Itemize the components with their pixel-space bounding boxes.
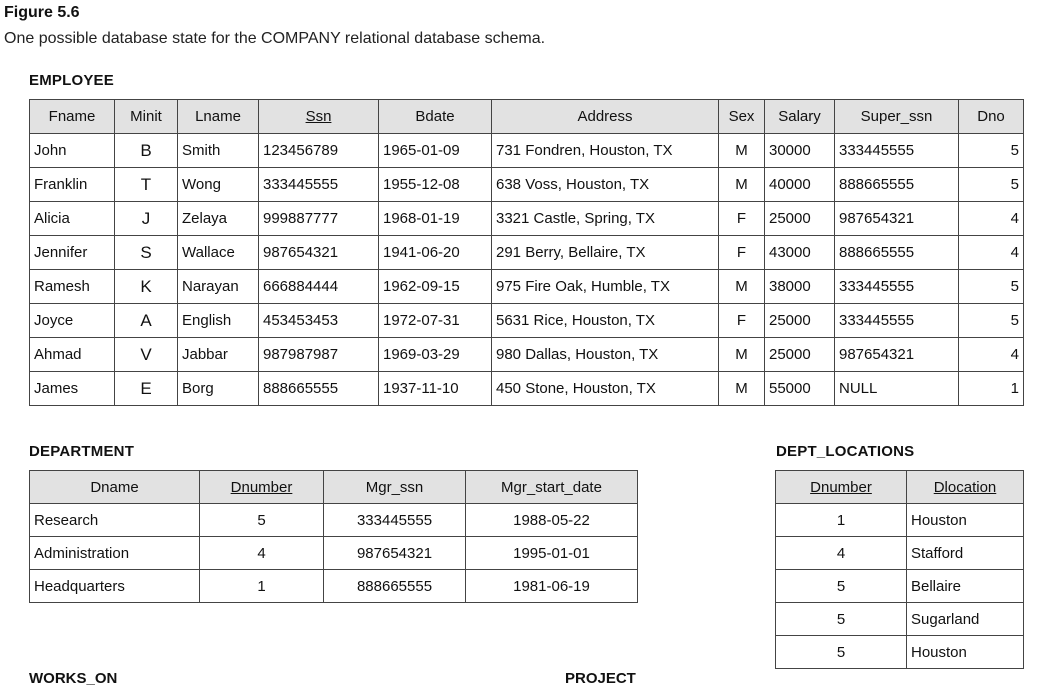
cell-dname: Research xyxy=(30,504,200,537)
cell-fname: Jennifer xyxy=(30,236,115,270)
cell-minit: J xyxy=(115,202,178,236)
column-header-label: Dlocation xyxy=(933,478,997,496)
cell-fname: Ramesh xyxy=(30,270,115,304)
table-row xyxy=(30,270,1024,304)
cell-lname: Jabbar xyxy=(178,338,259,372)
cell-dnumber: 5 xyxy=(776,603,907,636)
cell-bdate: 1969-03-29 xyxy=(379,338,492,372)
cell-salary: 43000 xyxy=(765,236,835,270)
table-row xyxy=(30,202,1024,236)
cell-bdate: 1955-12-08 xyxy=(379,168,492,202)
department-table xyxy=(29,470,638,603)
column-header-dno xyxy=(959,100,1024,134)
dept-locations-table-title: DEPT_LOCATIONS xyxy=(776,443,915,460)
cell-lname: Narayan xyxy=(178,270,259,304)
cell-sex: F xyxy=(719,202,765,236)
cell-salary: 55000 xyxy=(765,372,835,406)
department-header-row xyxy=(30,471,638,504)
cell-salary: 30000 xyxy=(765,134,835,168)
cell-dnumber: 4 xyxy=(776,537,907,570)
column-header-label: Mgr_ssn xyxy=(365,478,424,496)
cell-lname: Borg xyxy=(178,372,259,406)
cell-minit: V xyxy=(115,338,178,372)
column-header-address xyxy=(492,100,719,134)
cell-sex: M xyxy=(719,372,765,406)
cell-minit: K xyxy=(115,270,178,304)
cell-minit: A xyxy=(115,304,178,338)
cell-ssn: 888665555 xyxy=(259,372,379,406)
cell-fname: Franklin xyxy=(30,168,115,202)
cell-ssn: 333445555 xyxy=(259,168,379,202)
cell-dno: 4 xyxy=(959,236,1024,270)
cell-lname: Zelaya xyxy=(178,202,259,236)
cell-fname: Joyce xyxy=(30,304,115,338)
cell-mgr-ssn: 987654321 xyxy=(324,537,466,570)
cell-super-ssn: 333445555 xyxy=(835,304,959,338)
column-header-label: Address xyxy=(577,108,633,125)
column-header-ssn xyxy=(259,100,379,134)
employee-table xyxy=(29,99,1024,406)
column-header-dlocation xyxy=(907,471,1024,504)
cell-dno: 5 xyxy=(959,168,1024,202)
cell-mgr-ssn: 888665555 xyxy=(324,570,466,603)
cell-dname: Headquarters xyxy=(30,570,200,603)
cell-dnumber: 1 xyxy=(200,570,324,603)
cell-dnumber: 4 xyxy=(200,537,324,570)
cell-ssn: 123456789 xyxy=(259,134,379,168)
cell-ssn: 987987987 xyxy=(259,338,379,372)
cell-sex: M xyxy=(719,270,765,304)
cell-dno: 5 xyxy=(959,270,1024,304)
cell-salary: 38000 xyxy=(765,270,835,304)
table-row xyxy=(776,603,1024,636)
works-on-title: WORKS_ON xyxy=(29,670,118,687)
column-header-label: Dname xyxy=(90,478,139,496)
column-header-fname xyxy=(30,100,115,134)
table-row xyxy=(30,168,1024,202)
dept-locations-rows xyxy=(776,504,1024,669)
cell-ssn: 453453453 xyxy=(259,304,379,338)
cell-mgr-ssn: 333445555 xyxy=(324,504,466,537)
cell-super-ssn: 987654321 xyxy=(835,338,959,372)
column-header-mgr-start-date xyxy=(466,471,638,504)
cell-lname: Wallace xyxy=(178,236,259,270)
column-header-bdate xyxy=(379,100,492,134)
column-header-label: Salary xyxy=(778,108,821,125)
cell-bdate: 1968-01-19 xyxy=(379,202,492,236)
cell-dno: 4 xyxy=(959,202,1024,236)
cell-ssn: 987654321 xyxy=(259,236,379,270)
cell-lname: English xyxy=(178,304,259,338)
column-header-dname xyxy=(30,471,200,504)
table-row xyxy=(776,570,1024,603)
cell-dlocation: Stafford xyxy=(907,537,1024,570)
cell-bdate: 1962-09-15 xyxy=(379,270,492,304)
cell-dnumber: 5 xyxy=(200,504,324,537)
cell-ssn: 666884444 xyxy=(259,270,379,304)
column-header-label: Dnumber xyxy=(230,478,293,496)
cell-bdate: 1937-11-10 xyxy=(379,372,492,406)
table-row xyxy=(30,236,1024,270)
column-header-lname xyxy=(178,100,259,134)
cell-fname: Alicia xyxy=(30,202,115,236)
column-header-super-ssn xyxy=(835,100,959,134)
cell-dlocation: Houston xyxy=(907,636,1024,669)
cell-address: 450 Stone, Houston, TX xyxy=(492,372,719,406)
column-header-label: Fname xyxy=(48,108,96,125)
employee-rows xyxy=(30,134,1024,406)
cell-super-ssn: 333445555 xyxy=(835,270,959,304)
column-header-label: Super_ssn xyxy=(860,108,933,125)
dept-locations-header-row xyxy=(776,471,1024,504)
cell-sex: M xyxy=(719,168,765,202)
cell-fname: Ahmad xyxy=(30,338,115,372)
table-row xyxy=(30,537,638,570)
cell-sex: M xyxy=(719,134,765,168)
cell-super-ssn: 888665555 xyxy=(835,168,959,202)
column-header-minit xyxy=(115,100,178,134)
table-row xyxy=(776,537,1024,570)
cell-super-ssn: NULL xyxy=(835,372,959,406)
cell-dnumber: 5 xyxy=(776,636,907,669)
column-header-label: Minit xyxy=(130,108,162,125)
cell-address: 5631 Rice, Houston, TX xyxy=(492,304,719,338)
dept-locations-table xyxy=(775,470,1024,669)
cell-address: 3321 Castle, Spring, TX xyxy=(492,202,719,236)
column-header-label: Bdate xyxy=(415,108,455,125)
cell-super-ssn: 987654321 xyxy=(835,202,959,236)
cell-bdate: 1972-07-31 xyxy=(379,304,492,338)
cell-dlocation: Bellaire xyxy=(907,570,1024,603)
cell-super-ssn: 333445555 xyxy=(835,134,959,168)
column-header-label: Sex xyxy=(728,108,755,125)
cell-address: 975 Fire Oak, Humble, TX xyxy=(492,270,719,304)
cell-address: 980 Dallas, Houston, TX xyxy=(492,338,719,372)
employee-table-title: EMPLOYEE xyxy=(29,72,114,89)
department-table-title: DEPARTMENT xyxy=(29,443,135,460)
cell-lname: Wong xyxy=(178,168,259,202)
column-header-dnumber xyxy=(776,471,907,504)
column-header-salary xyxy=(765,100,835,134)
table-row xyxy=(776,504,1024,537)
cell-ssn: 999887777 xyxy=(259,202,379,236)
cell-salary: 25000 xyxy=(765,304,835,338)
table-row xyxy=(30,304,1024,338)
cell-super-ssn: 888665555 xyxy=(835,236,959,270)
cell-sex: M xyxy=(719,338,765,372)
figure-caption: One possible database state for the COMPANY relational database schema. xyxy=(4,30,546,47)
column-header-label: Dnumber xyxy=(810,478,872,496)
cell-dlocation: Sugarland xyxy=(907,603,1024,636)
project-title: PROJECT xyxy=(565,670,636,687)
cell-mgr-start-date: 1988-05-22 xyxy=(466,504,638,537)
table-row xyxy=(30,134,1024,168)
cell-dno: 5 xyxy=(959,304,1024,338)
column-header-sex xyxy=(719,100,765,134)
column-header-label: Ssn xyxy=(305,108,332,125)
cell-bdate: 1941-06-20 xyxy=(379,236,492,270)
cell-minit: E xyxy=(115,372,178,406)
cell-sex: F xyxy=(719,304,765,338)
table-row xyxy=(30,372,1024,406)
cell-sex: F xyxy=(719,236,765,270)
cell-dlocation: Houston xyxy=(907,504,1024,537)
table-row xyxy=(30,504,638,537)
cell-dnumber: 1 xyxy=(776,504,907,537)
figure-title: Figure 5.6 xyxy=(4,4,80,21)
column-header-label: Mgr_start_date xyxy=(501,478,602,496)
cell-salary: 25000 xyxy=(765,202,835,236)
cell-salary: 40000 xyxy=(765,168,835,202)
cell-dname: Administration xyxy=(30,537,200,570)
table-row xyxy=(776,636,1024,669)
cell-address: 731 Fondren, Houston, TX xyxy=(492,134,719,168)
cell-dno: 1 xyxy=(959,372,1024,406)
cell-dno: 4 xyxy=(959,338,1024,372)
cell-salary: 25000 xyxy=(765,338,835,372)
employee-header-row xyxy=(30,100,1024,134)
cell-bdate: 1965-01-09 xyxy=(379,134,492,168)
cell-mgr-start-date: 1981-06-19 xyxy=(466,570,638,603)
cell-address: 291 Berry, Bellaire, TX xyxy=(492,236,719,270)
column-header-dnumber xyxy=(200,471,324,504)
cell-minit: B xyxy=(115,134,178,168)
cell-minit: T xyxy=(115,168,178,202)
cell-address: 638 Voss, Houston, TX xyxy=(492,168,719,202)
column-header-label: Lname xyxy=(195,108,241,125)
cell-dno: 5 xyxy=(959,134,1024,168)
column-header-mgr-ssn xyxy=(324,471,466,504)
cell-fname: John xyxy=(30,134,115,168)
table-row xyxy=(30,338,1024,372)
cell-minit: S xyxy=(115,236,178,270)
column-header-label: Dno xyxy=(977,108,1005,125)
department-rows xyxy=(30,504,638,603)
cell-dnumber: 5 xyxy=(776,570,907,603)
cell-lname: Smith xyxy=(178,134,259,168)
cell-fname: James xyxy=(30,372,115,406)
cell-mgr-start-date: 1995-01-01 xyxy=(466,537,638,570)
table-row xyxy=(30,570,638,603)
